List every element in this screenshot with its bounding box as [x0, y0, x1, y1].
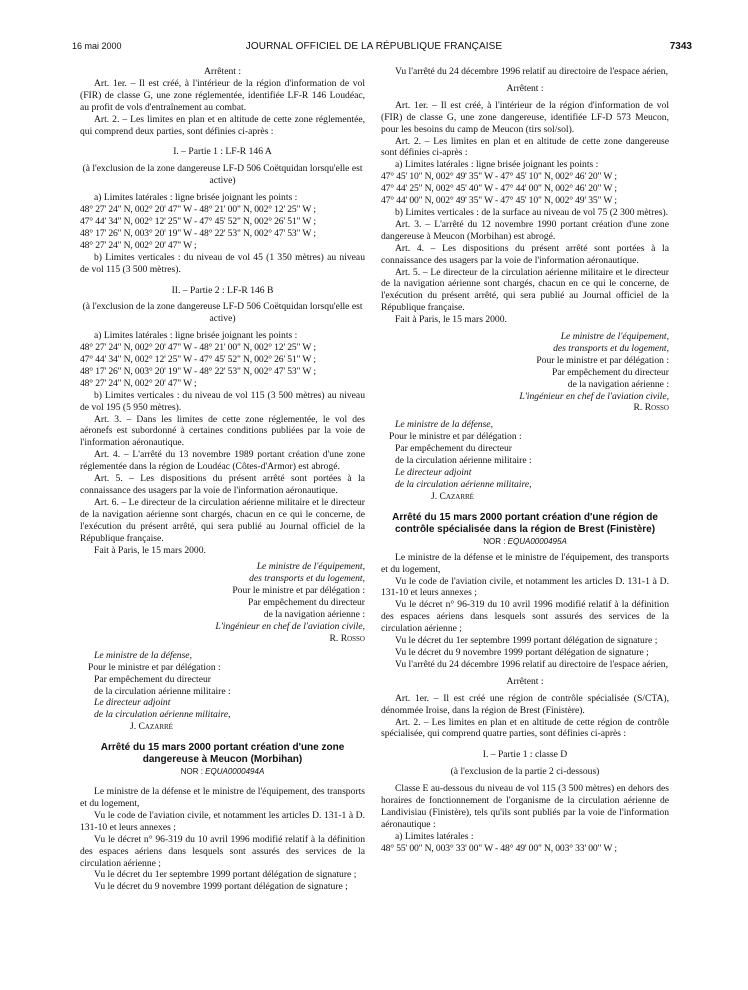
- signature-line: des transports et du logement,: [553, 342, 669, 354]
- coordinate-line: 47° 45' 10" N, 002° 49' 35" W - 47° 45' 10" N, 002° 46' 20" W ;: [381, 171, 617, 183]
- signature-line: Le ministre de l'équipement,: [256, 561, 365, 573]
- arrete-heading: Arrêtent :: [506, 82, 544, 94]
- article-2: Art. 2. – Les limites en plan et en altitude de cette zone dangereuse sont définies ci-après :: [381, 135, 669, 159]
- coordinate-line: 47° 44' 34" N, 002° 12' 25" W - 47° 45' 52" N, 002° 26' 51" W ;: [80, 215, 316, 227]
- right-column: [381, 66, 669, 855]
- signature-line: de la circulation aérienne militaire :: [94, 685, 231, 697]
- article-3: Art. 3. – Dans les limites de cette zone réglementée, le vol des aéronefs est subordonné à certaines conditions publiées par la voie de l'information aéronautique.: [80, 413, 365, 449]
- visa-paragraph: Vu le code de l'aviation civile, et notamment les articles D. 131-1 à D. 131-10 et leurs annexes ;: [381, 575, 669, 599]
- article-1: Art. 1er. – Il est créé une région de contrôle spécialisée (S/CTA), dénommée Iroise, dans la région de Brest (Finistère).: [381, 692, 669, 716]
- signature-line: Le ministre de la défense,: [395, 419, 493, 431]
- part-1-text: Classe E au-dessous du niveau de vol 115 (3 500 mètres) en dehors des horaires de fonctionnement de l'organisme de la circulation aérienne de Landivisiau (Finistère), tels qu'ils sont publiés par la voie de l'information aéronautique :: [381, 783, 669, 830]
- page-header: [0, 41, 748, 55]
- visa-paragraph: Vu le code de l'aviation civile, et notamment les articles D. 131-1 à D. 131-10 et leurs annexes ;: [80, 809, 365, 833]
- signatory-name: J. Cazarré: [130, 721, 173, 733]
- visa-paragraph: Vu le décret n° 96-319 du 10 avril 1996 modifié relatif à la définition des espaces aériens dans lesquels sont assurés des services de la circulation aérienne ;: [381, 599, 669, 635]
- signature-line: Pour le ministre et par délégation :: [232, 585, 365, 597]
- signature-line: de la circulation aérienne militaire,: [395, 478, 532, 490]
- coordinate-line: 47° 44' 00" N, 002° 49' 35" W - 47° 45' 10" N, 002° 49' 35" W ;: [381, 195, 617, 207]
- arrete-title-meucon: Arrêté du 15 mars 2000 portant création d'une zone dangereuse à Meucon (Morbihan): [100, 742, 345, 766]
- part-1-exclusion: (à l'exclusion de la partie 2 ci-dessous): [450, 766, 600, 778]
- visa-paragraph: Vu l'arrêté du 24 décembre 1996 relatif au directoire de l'espace aérien,: [395, 66, 668, 77]
- part-1-vertical: b) Limites verticales : du niveau de vol 45 (1 350 mètres) au niveau de vol 115 (3 500 mètres).: [80, 251, 365, 275]
- fait-a-paris: Fait à Paris, le 15 mars 2000.: [94, 544, 206, 556]
- article-5: Art. 5. – Les dispositions du présent arrêté sont portées à la connaissance des usagers par la voie de l'information aéronautique.: [80, 473, 365, 496]
- nor-reference: [381, 536, 669, 547]
- visa-paragraph: Vu le décret du 9 novembre 1999 portant délégation de signature ;: [94, 881, 348, 893]
- arrete-heading: Arrêtent :: [506, 675, 544, 687]
- journal-title: JOURNAL OFFICIEL DE LA RÉPUBLIQUE FRANÇAISE: [245, 41, 503, 52]
- article-5: Art. 5. – Le directeur de la circulation aérienne militaire et le directeur de la navigation aérienne sont chargés, chacun en ce qui le concerne, de l'exécution du présent arrêté, qui sera publié au Journal officiel de la République française.: [381, 266, 669, 314]
- part-2-lateral: a) Limites latérales : ligne brisée joignant les points :: [94, 330, 298, 342]
- signature-line: Par empêchement du directeur: [94, 673, 211, 685]
- coordinate-line: 48° 27' 24" N, 002° 20' 47" W - 48° 21' 00" N, 002° 12' 25" W ;: [80, 342, 316, 354]
- visa-paragraph: Vu le décret du 1er septembre 1999 portant délégation de signature ;: [395, 635, 658, 647]
- part-1-title: I. – Partie 1 : classe D: [482, 749, 568, 761]
- signature-line: L'ingénieur en chef de l'aviation civile,: [519, 390, 669, 402]
- article-4: Art. 4. – Les dispositions du présent arrêté sont portées à la connaissance des usagers par la voie de l'information aéronautique.: [381, 242, 669, 266]
- signature-line: Pour le ministre et par délégation :: [536, 354, 669, 366]
- coordinate-line: 48° 17' 26" N, 003° 20' 19" W - 48° 22' 53" N, 002° 47' 53" W ;: [80, 227, 316, 239]
- signatory-name: J. Cazarré: [431, 490, 474, 502]
- nor-code: EQUA0000494A: [205, 767, 265, 777]
- visa-paragraph: Vu le décret du 9 novembre 1999 portant délégation de signature ;: [395, 646, 649, 658]
- visa-paragraph: Vu le décret du 1er septembre 1999 portant délégation de signature ;: [94, 869, 357, 881]
- signature-line: des transports et du logement,: [249, 573, 365, 585]
- signature-line: Le ministre de la défense,: [94, 649, 192, 661]
- signature-line: Le ministre de l'équipement,: [560, 331, 669, 343]
- article-4: Art. 4. – L'arrêté du 13 novembre 1989 portant création d'une zone réglementée dans la région de Loudéac (Côtes-d'Armor) est abrogé.: [80, 449, 365, 473]
- part-1-lateral: a) Limites latérales :: [395, 830, 474, 842]
- nor-label: NOR :: [180, 767, 206, 777]
- lateral-limits: a) Limites latérales : ligne brisée joignant les points :: [395, 159, 599, 171]
- nor-label: NOR :: [483, 536, 508, 546]
- visa-paragraph: Le ministre de la défense et le ministre de l'équipement, des transports et du logement,: [381, 551, 669, 575]
- signature-line: Pour le ministre et par délégation :: [88, 661, 221, 673]
- page-number: 7343: [669, 41, 692, 52]
- signature-line: Le directeur adjoint: [395, 467, 472, 478]
- coordinate-line: 48° 17' 26" N, 003° 20' 19" W - 48° 22' 53" N, 002° 47' 53" W ;: [80, 365, 316, 377]
- article-2: Art. 2. – Les limites en plan et en altitude de cette zone réglementée, qui comprend deux parties, sont définies ci-après :: [80, 113, 365, 137]
- coordinate-line: 47° 44' 34" N, 002° 12' 25" W - 47° 45' 52" N, 002° 26' 51" W ;: [80, 354, 316, 366]
- signature-line: Par empêchement du directeur: [395, 443, 512, 455]
- coordinate-line: 48° 27' 24" N, 002° 20' 47" W ;: [80, 239, 197, 251]
- visa-paragraph: Vu le décret n° 96-319 du 10 avril 1996 modifié relatif à la définition des espaces aériens dans lesquels sont assurés des services de la circulation aérienne ;: [80, 833, 365, 869]
- signature-line: de la circulation aérienne militaire :: [395, 455, 532, 467]
- header-date: 16 mai 2000: [72, 41, 122, 51]
- article-1: Art. 1er. – Il est créé, à l'intérieur de la région d'information de vol (FIR) de classe G, une zone dangereuse, identifiée LF-D 573 Meucon, pour les besoins du camp de Meucon (tirs sol/sol).: [381, 99, 669, 135]
- part-2-title: II. – Partie 2 : LF-R 146 B: [171, 284, 274, 296]
- signature-line: de la navigation aérienne :: [567, 378, 669, 390]
- part-2-vertical: b) Limites verticales : du niveau de vol 115 (3 500 mètres) au niveau de vol 195 (5 950 mètres).: [80, 389, 365, 413]
- signature-line: Par empêchement du directeur: [248, 597, 365, 609]
- article-3: Art. 3. – L'arrêté du 12 novembre 1990 portant création d'une zone dangereuse à Meucon (Morbihan) est abrogé.: [381, 218, 669, 242]
- arrete-heading: Arrêtent :: [203, 66, 242, 77]
- coordinate-line: 48° 27' 24" N, 002° 20' 47" W - 48° 21' 00" N, 002° 12' 25" W ;: [80, 204, 316, 216]
- visa-paragraph: Vu l'arrêté du 24 décembre 1996 relatif au directoire de l'espace aérien,: [395, 658, 668, 670]
- signature-line: Par empêchement du directeur: [552, 366, 669, 378]
- arrete-title-brest: Arrêté du 15 mars 2000 portant création d'une région de contrôle spécialisée dans la région de Brest (Finistère): [392, 511, 658, 535]
- signatory-name: R. Rosso: [633, 402, 669, 414]
- signature-line: de la navigation aérienne :: [263, 609, 365, 621]
- left-column: [80, 66, 365, 893]
- article-1: Art. 1er. – Il est créé, à l'intérieur de la région d'information de vol (FIR) de classe G, une zone réglementée, identifiée LF-R 146 Loudéac, au profit de vols d'entraînement au combat.: [80, 77, 365, 113]
- part-1-title: I. – Partie 1 : LF-R 146 A: [173, 146, 272, 158]
- coordinate-line: 47° 44' 25" N, 002° 45' 40" W - 47° 44' 00" N, 002° 46' 20" W ;: [381, 183, 617, 195]
- signatory-name: R. Rosso: [329, 632, 365, 644]
- coordinate-line: 48° 27' 24" N, 002° 20' 47" W ;: [80, 377, 197, 389]
- nor-reference: [80, 766, 365, 777]
- part-1-exclusion: (à l'exclusion de la zone dangereuse LF-D 506 Coëtquidan lorsqu'elle est active): [82, 163, 363, 187]
- signature-line: Le directeur adjoint: [94, 697, 171, 709]
- visa-paragraph: Le ministre de la défense et le ministre de l'équipement, des transports et du logement,: [80, 786, 365, 810]
- part-1-lateral: a) Limites latérales : ligne brisée joignant les points :: [94, 192, 298, 204]
- vertical-limits: b) Limites verticales : de la surface au niveau de vol 75 (2 300 mètres).: [395, 206, 669, 218]
- fait-a-paris: Fait à Paris, le 15 mars 2000.: [395, 314, 507, 326]
- article-2: Art. 2. – Les limites en plan et en altitude de cette région de contrôle spécialisée, qui comprend quatre parties, sont définies ci-après :: [381, 716, 669, 740]
- article-6: Art. 6. – Le directeur de la circulation aérienne militaire et le directeur de la navigation aérienne sont chargés, chacun en ce qui le concerne, de l'exécution du présent arrêté, qui sera publié au Journal officiel de la République française.: [80, 496, 365, 544]
- signature-line: L'ingénieur en chef de l'aviation civile,: [215, 620, 365, 632]
- nor-code: EQUA0000495A: [507, 536, 567, 546]
- signature-line: Pour le ministre et par délégation :: [389, 431, 522, 443]
- signature-line: de la circulation aérienne militaire,: [94, 709, 231, 721]
- coordinate-line: 48° 55' 00" N, 003° 33' 00" W - 48° 49' 00" N, 003° 33' 00" W ;: [381, 842, 617, 854]
- part-2-exclusion: (à l'exclusion de la zone dangereuse LF-D 506 Coëtquidan lorsqu'elle est active): [82, 301, 363, 325]
